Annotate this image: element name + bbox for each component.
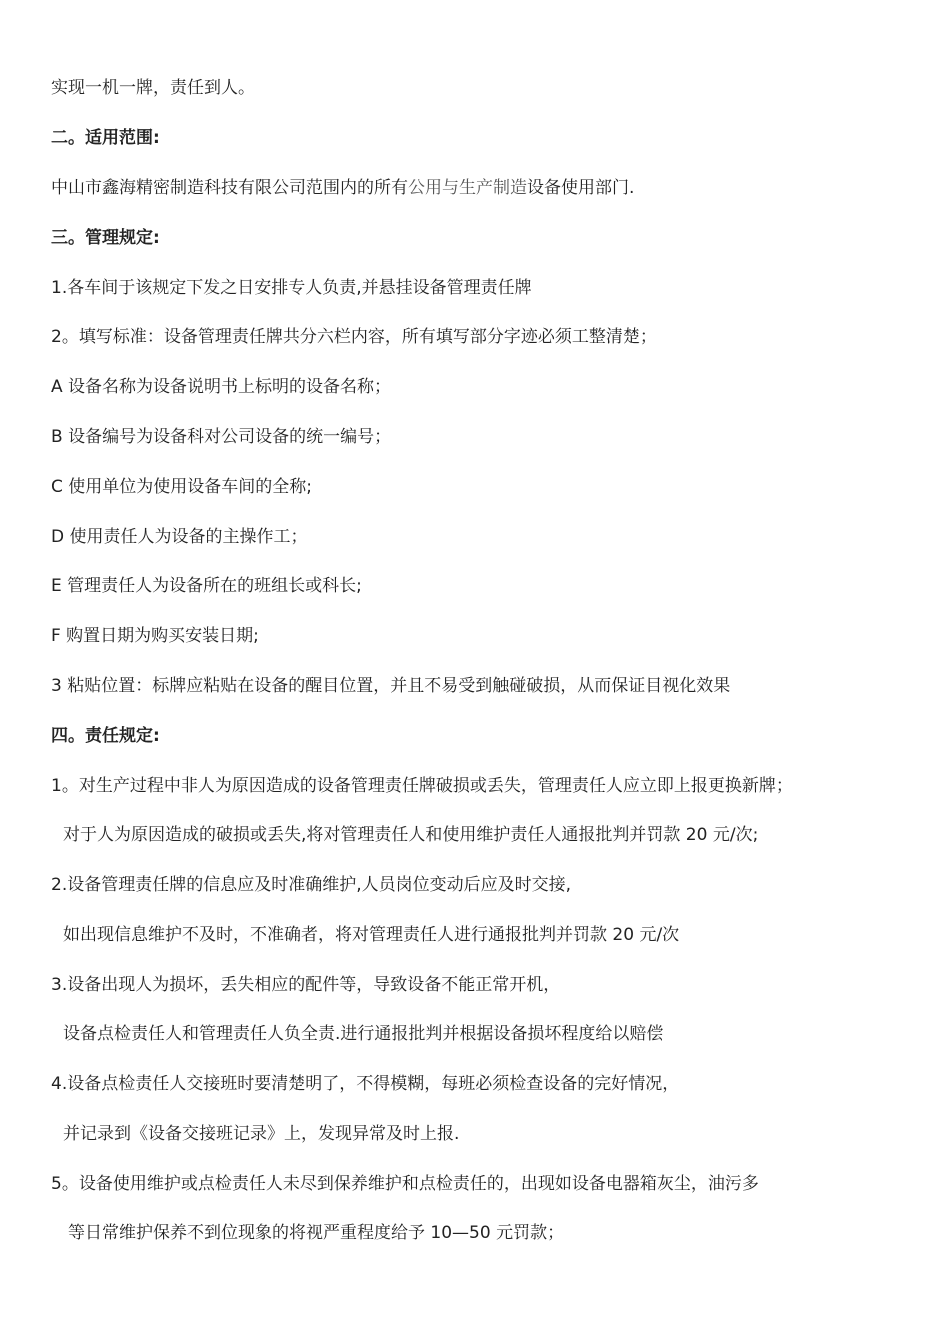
text-line: 并记录到《设备交接班记录》上，发现异常及时上报.	[63, 1124, 460, 1144]
text-line: 等日常维护保养不到位现象的将视严重程度给予 10—50 元罚款；	[68, 1223, 565, 1243]
text-line: C 使用单位为使用设备车间的全称;	[51, 477, 313, 497]
text-line: 如出现信息维护不及时，不准确者，将对管理责任人进行通报批判并罚款 20 元/次	[63, 925, 680, 945]
text-line: 5。设备使用维护或点检责任人未尽到保养维护和点检责任的，出现如设备电器箱灰尘，油污多	[51, 1174, 759, 1194]
section-heading-scope: 二。适用范围:	[51, 128, 160, 148]
text-line: B 设备编号为设备科对公司设备的统一编号；	[51, 427, 392, 447]
text-segment-serif: 公用与生产制造	[408, 178, 527, 198]
text-line: 2。填写标准：设备管理责任牌共分六栏内容，所有填写部分字迹必须工整清楚；	[51, 327, 657, 347]
section-heading-responsibility: 四。责任规定:	[51, 726, 160, 746]
text-line: 1.各车间于该规定下发之日安排专人负责,并悬挂设备管理责任牌	[51, 278, 532, 298]
text-line: E 管理责任人为设备所在的班组长或科长;	[51, 576, 362, 596]
text-line: 1。对生产过程中非人为原因造成的设备管理责任牌破损或丢失，管理责任人应立即上报更换新牌；	[51, 776, 793, 796]
text-segment: 设备使用部门.	[527, 178, 635, 198]
text-line: A 设备名称为设备说明书上标明的设备名称；	[51, 377, 392, 397]
text-line: 2.设备管理责任牌的信息应及时准确维护,人员岗位变动后应及时交接,	[51, 875, 572, 895]
text-line: F 购置日期为购买安装日期;	[51, 626, 259, 646]
text-line: 3 粘贴位置：标牌应粘贴在设备的醒目位置，并且不易受到触碰破损，从而保证目视化效果	[51, 676, 731, 696]
text-line: 对于人为原因造成的破损或丢失,将对管理责任人和使用维护责任人通报批判并罚款 20 元/次;	[63, 825, 759, 845]
text-segment: 中山市鑫海精密制造科技有限公司范围内的所有	[51, 178, 408, 198]
section-heading-rules: 三。管理规定:	[51, 228, 160, 248]
text-line	[51, 176, 634, 200]
text-line: D 使用责任人为设备的主操作工；	[51, 527, 308, 547]
text-line: 设备点检责任人和管理责任人负全责.进行通报批判并根据设备损坏程度给以赔偿	[63, 1024, 664, 1044]
text-line: 实现一机一牌，责任到人。	[51, 78, 255, 98]
text-line: 3.设备出现人为损坏，丢失相应的配件等，导致设备不能正常开机，	[51, 975, 561, 995]
text-line: 4.设备点检责任人交接班时要清楚明了，不得模糊，每班必须检查设备的完好情况，	[51, 1074, 680, 1094]
